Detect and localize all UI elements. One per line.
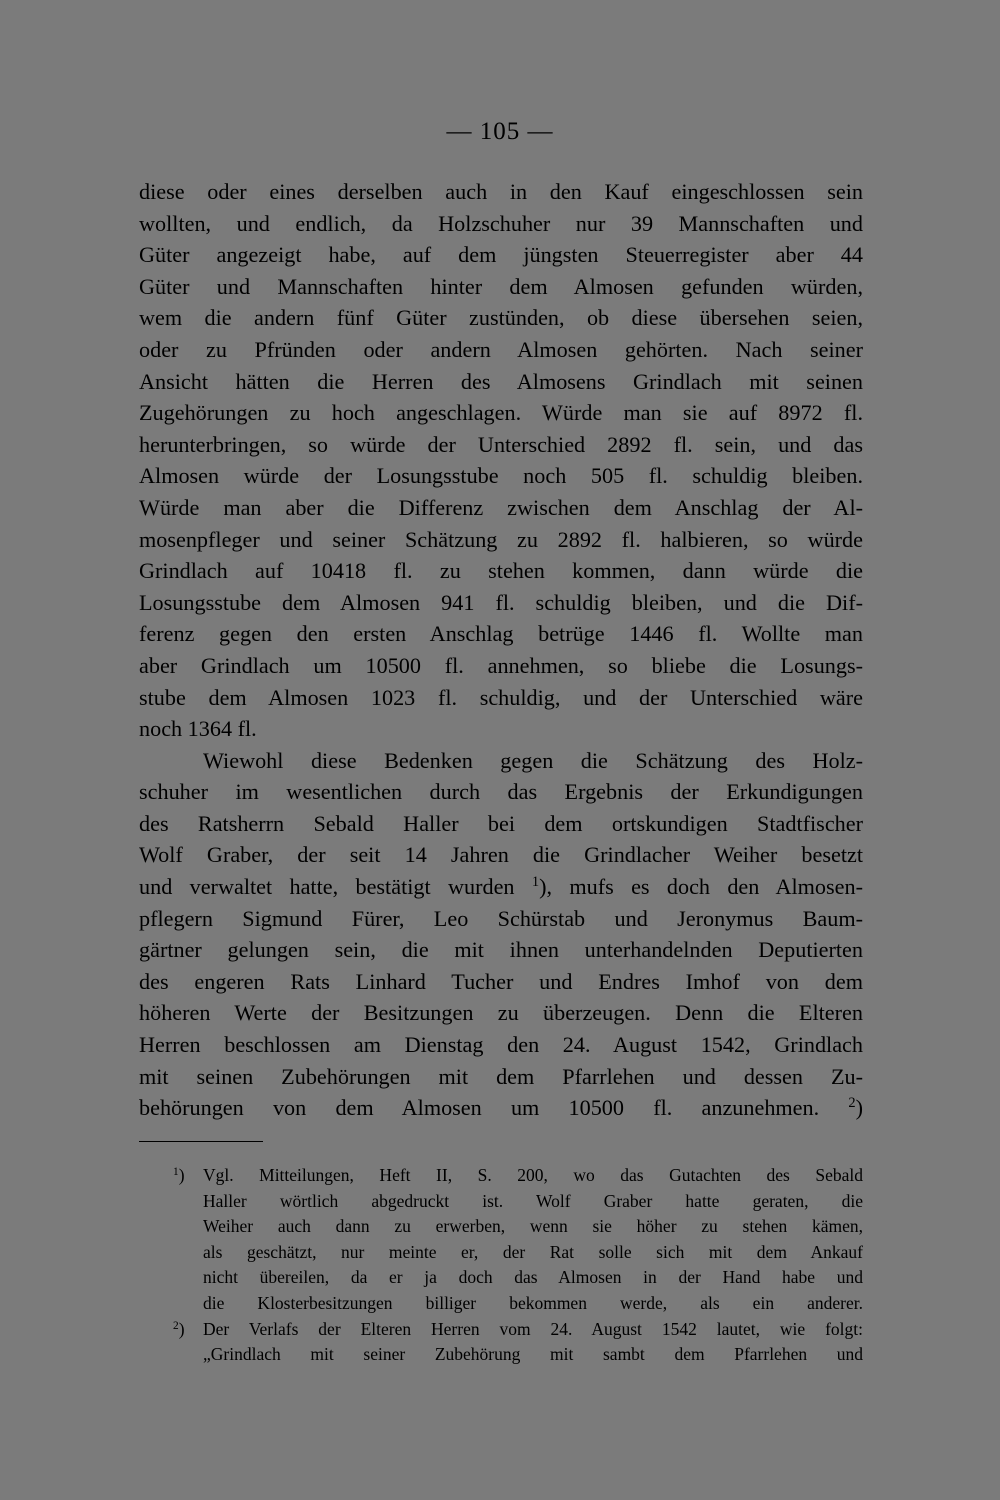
text-line: Grindlach auf 10418 fl. zu stehen kommen, dann würde die	[139, 558, 863, 584]
paragraph-1	[139, 176, 863, 745]
footnote-line: als geschätzt, nur meinte er, der Rat solle sich mit dem Ankauf	[203, 1241, 863, 1262]
text-line: noch 1364 fl.	[139, 716, 257, 742]
text-line: Wiewohl diese Bedenken gegen die Schätzung des Holz-	[203, 747, 863, 773]
footnote-line: Vgl. Mitteilungen, Heft II, S. 200, wo das Gutachten des Sebald	[203, 1165, 863, 1185]
text-line: gärtner gelungen sein, die mit ihnen unterhandelnden Deputierten	[139, 937, 863, 963]
text-line	[139, 1092, 863, 1124]
main-text	[139, 176, 863, 1124]
text-line: diese oder eines derselben auch in den Kauf eingeschlossen sein	[139, 179, 863, 204]
page-number: — 105 —	[446, 118, 554, 145]
footnote-line: Weiher auch dann zu erwerben, wenn sie höher zu stehen kämen,	[203, 1216, 863, 1237]
text-line: stube dem Almosen 1023 fl. schuldig, und der Unterschied wäre	[139, 684, 863, 710]
text-line: des Ratsherrn Sebald Haller bei dem ortskundigen Stadtfischer	[139, 810, 863, 836]
footnote-marker-number: 2	[173, 1319, 179, 1332]
text-line: Almosen würde der Losungsstube noch 505 fl. schuldig bleiben.	[139, 463, 863, 489]
text-line: Zugehörungen zu hoch angeschlagen. Würde man sie auf 8972 fl.	[139, 400, 863, 426]
footnote-marker-number: 1	[173, 1165, 179, 1178]
text-line: schuher im wesentlichen durch das Ergebnis der Erkundigungen	[139, 779, 863, 805]
text-line: pflegern Sigmund Fürer, Leo Schürstab und Jeronymus Baum-	[139, 905, 863, 931]
text-line: mit seinen Zubehörungen mit dem Pfarrlehen und dessen Zu-	[139, 1063, 863, 1089]
text-fragment: ), mufs es doch den Almosen-	[539, 874, 863, 900]
footnote-1	[139, 1163, 863, 1317]
text-line: höheren Werte der Besitzungen zu überzeugen. Denn die Elteren	[139, 1000, 863, 1026]
text-line: Güter angezeigt habe, auf dem jüngsten Steuerregister aber 44	[139, 242, 863, 268]
text-fragment: behörungen von dem Almosen um 10500 fl. anzunehmen.	[139, 1095, 849, 1121]
text-fragment: )	[855, 1095, 863, 1121]
footnote-separator	[139, 1141, 263, 1142]
footnote-line: Der Verlafs der Elteren Herren vom 24. August 1542 lautet, wie folgt:	[203, 1318, 863, 1339]
footnote-line: nicht übereilen, da er ja doch das Almosen in der Hand habe und	[203, 1267, 863, 1288]
text-line: herunterbringen, so würde der Unterschied 2892 fl. sein, und das	[139, 431, 863, 457]
text-line: Güter und Mannschaften hinter dem Almosen gefunden würden,	[139, 273, 863, 299]
footnote-line: „Grindlach mit seiner Zubehörung mit sambt dem Pfarrlehen und	[203, 1344, 863, 1365]
footnote-2	[139, 1317, 863, 1368]
footnote-ref-2[interactable]: 2	[848, 1095, 856, 1112]
text-line: Wolf Graber, der seit 14 Jahren die Grindlacher Weiher besetzt	[139, 842, 863, 868]
text-line: Ansicht hätten die Herren des Almosens Grindlach mit seinen	[139, 368, 863, 394]
text-line: oder zu Pfründen oder andern Almosen gehörten. Nach seiner	[139, 336, 863, 362]
text-line: Losungsstube dem Almosen 941 fl. schuldig bleiben, und die Dif-	[139, 589, 863, 615]
footnote-ref-1[interactable]: 1	[531, 874, 540, 891]
text-line: mosenpfleger und seiner Schätzung zu 2892 fl. halbieren, so würde	[139, 526, 863, 552]
text-fragment: und verwaltet hatte, bestätigt wurden	[139, 874, 532, 900]
paragraph-2	[139, 745, 863, 1124]
text-line: Würde man aber die Differenz zwischen dem Anschlag der Al-	[139, 494, 863, 520]
text-line: aber Grindlach um 10500 fl. annehmen, so bliebe die Losungs-	[139, 652, 863, 678]
text-line: wollten, und endlich, da Holzschuher nur 39 Mannschaften und	[139, 210, 863, 236]
text-line: ferenz gegen den ersten Anschlag betrüge 1446 fl. Wollte man	[139, 621, 863, 647]
footnote-marker	[173, 1163, 185, 1189]
text-line: Herren beschlossen am Dienstag den 24. August 1542, Grindlach	[139, 1032, 863, 1058]
footnote-marker-paren: )	[178, 1318, 185, 1339]
footnote-marker-paren: )	[178, 1165, 185, 1185]
footnote-line: Haller wörtlich abgedruckt ist. Wolf Graber hatte geraten, die	[203, 1190, 863, 1211]
text-line: des engeren Rats Linhard Tucher und Endres Imhof von dem	[139, 968, 863, 994]
footnote-line: die Klosterbesitzungen billiger bekommen werde, als ein anderer.	[203, 1292, 863, 1313]
footnotes	[139, 1163, 863, 1368]
text-line: wem die andern fünf Güter zustünden, ob diese übersehen seien,	[139, 305, 863, 331]
text-line	[139, 871, 863, 903]
footnote-marker	[173, 1317, 185, 1343]
